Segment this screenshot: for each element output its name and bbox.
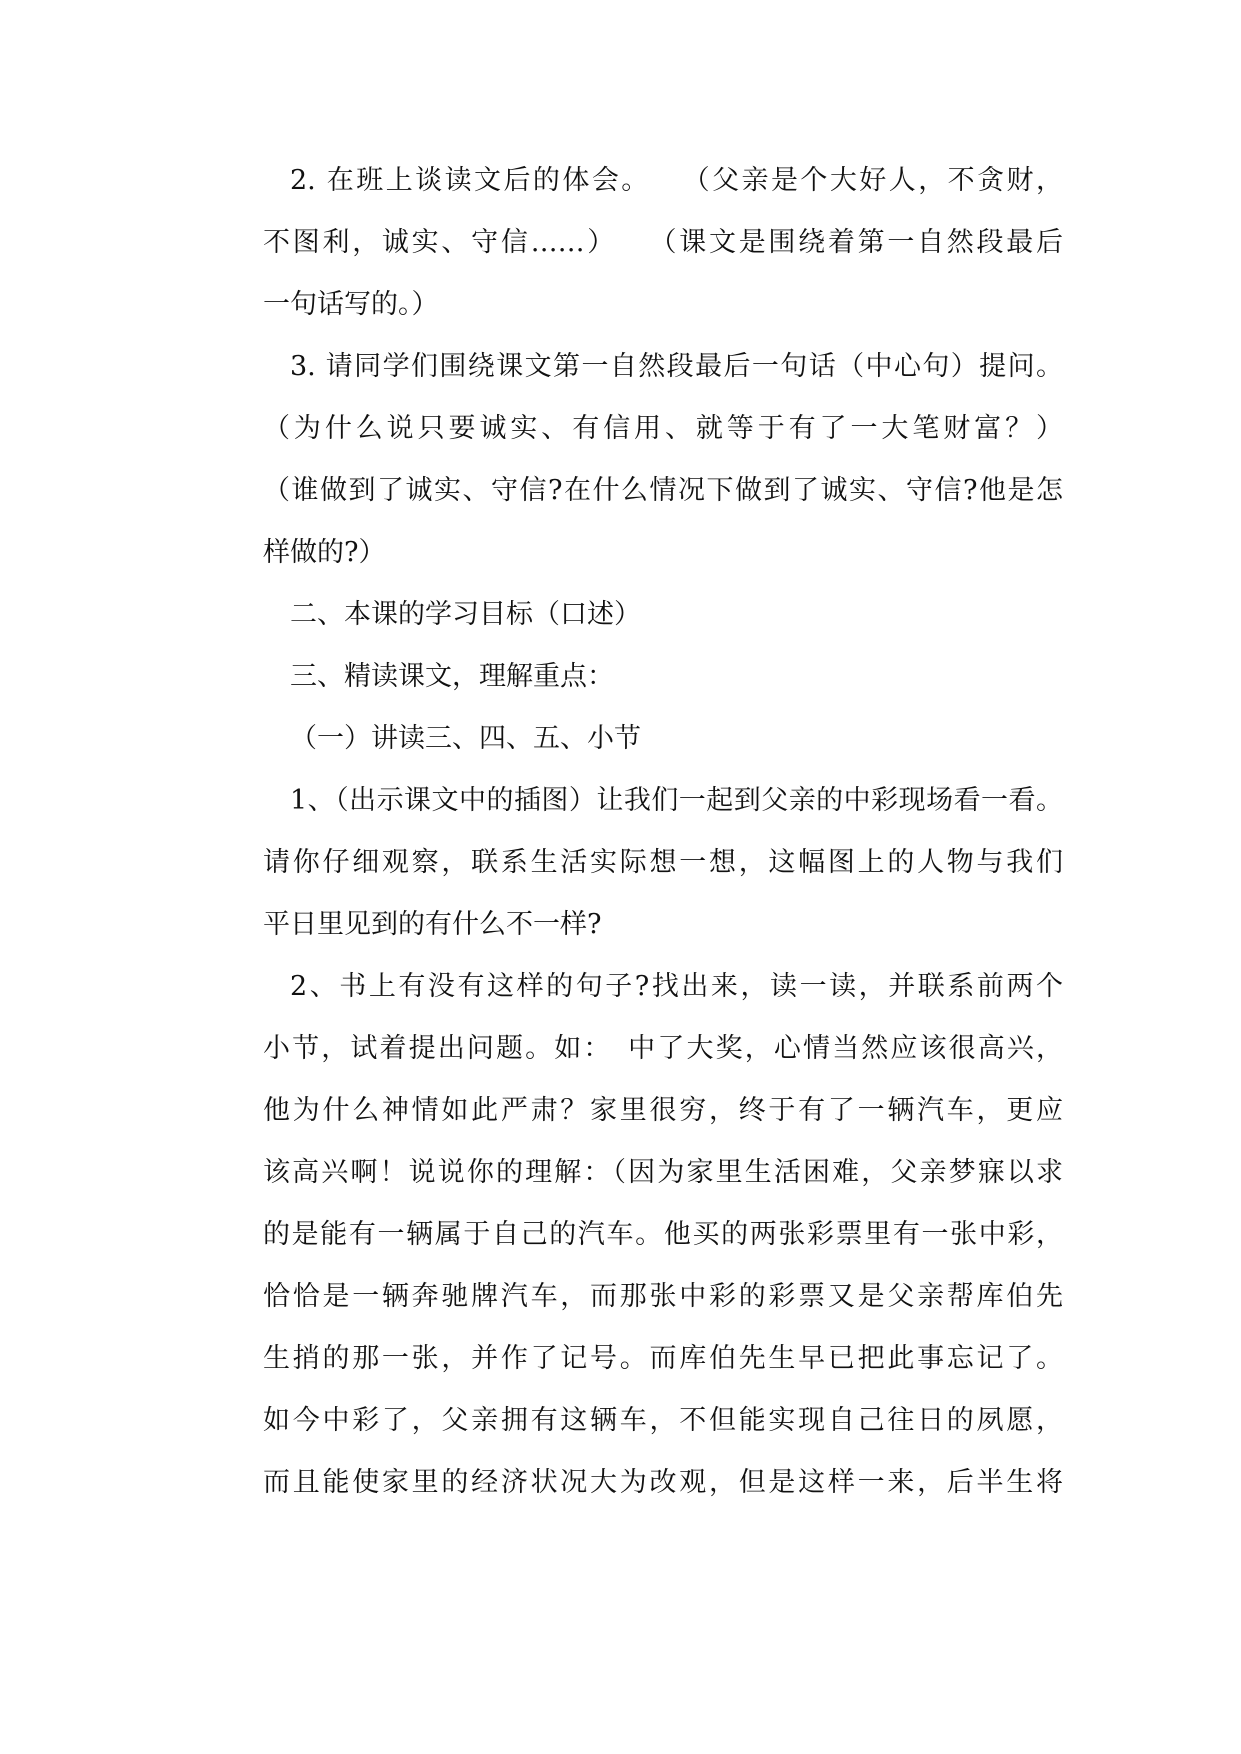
text-line: （为什么说只要诚实、有信用、就等于有了一大笔财富？）	[263, 413, 1063, 444]
text-line: 小节，试着提出问题。如： 中了大奖，心情当然应该很高兴，	[263, 1033, 1063, 1064]
text-line: 而且能使家里的经济状况大为改观，但是这样一来，后半生将	[263, 1467, 1063, 1498]
section-heading: 二、本课的学习目标（口述）	[290, 599, 641, 630]
text-line: 一句话写的。）	[263, 289, 439, 320]
text-line: （谁做到了诚实、守信?在什么情况下做到了诚实、守信?他是怎	[263, 475, 1063, 506]
text-line: 3. 请同学们围绕课文第一自然段最后一句话（中心句）提问。	[290, 351, 1063, 382]
text-line: 平日里见到的有什么不一样?	[263, 909, 602, 940]
text-line: 该高兴啊！说说你的理解：（因为家里生活困难，父亲梦寐以求	[263, 1157, 1063, 1188]
text-line: 不图利，诚实、守信……） （课文是围绕着第一自然段最后	[263, 227, 1063, 258]
section-heading: 三、精读课文，理解重点：	[290, 661, 614, 692]
text-line: 生捎的那一张，并作了记号。而库伯先生早已把此事忘记了。	[263, 1343, 1063, 1374]
text-line: 的是能有一辆属于自己的汽车。他买的两张彩票里有一张中彩，	[263, 1219, 1063, 1250]
subsection-heading: （一）讲读三、四、五、小节	[290, 723, 641, 754]
text-line: 样做的?）	[263, 537, 386, 568]
text-line: 请你仔细观察，联系生活实际想一想，这幅图上的人物与我们	[263, 847, 1063, 878]
text-line: 如今中彩了，父亲拥有这辆车，不但能实现自己往日的夙愿，	[263, 1405, 1063, 1436]
text-line: 他为什么神情如此严肃？家里很穷，终于有了一辆汽车，更应	[263, 1095, 1063, 1126]
text-line: 恰恰是一辆奔驰牌汽车，而那张中彩的彩票又是父亲帮库伯先	[263, 1281, 1063, 1312]
document-body	[263, 150, 1063, 1514]
text-line: 2、书上有没有这样的句子?找出来，读一读，并联系前两个	[290, 971, 1063, 1002]
text-line: 2. 在班上谈读文后的体会。 （父亲是个大好人，不贪财，	[290, 165, 1063, 196]
text-line: 1、（出示课文中的插图）让我们一起到父亲的中彩现场看一看。	[290, 785, 1063, 816]
